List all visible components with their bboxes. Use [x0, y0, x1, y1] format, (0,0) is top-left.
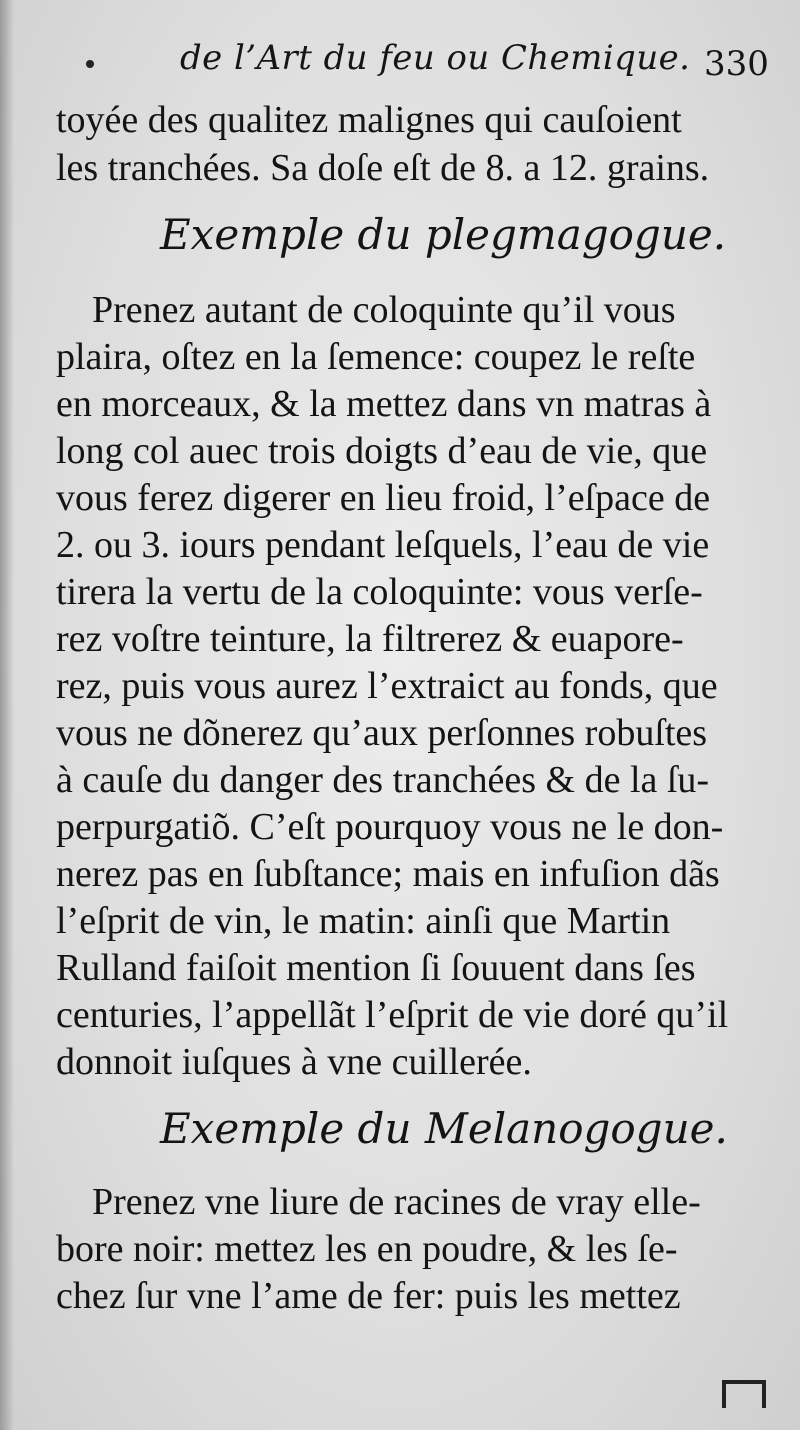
text-line: 2. ou 3. iours pendant leſquels, l’eau de vie: [56, 524, 710, 566]
running-head: [0, 38, 800, 98]
page-edge-shadow: [0, 0, 14, 1430]
text-line: donnoit iuſques à vne cuillerée.: [56, 1041, 532, 1083]
text-line: long col auec trois doigts d’eau de vie, que: [56, 430, 708, 472]
text-line: bore noir: mettez les en poudre, & les ſe-: [56, 1228, 678, 1270]
text-line: vous ne dõnerez qu’aux perſonnes robuſtes: [56, 712, 708, 754]
text-line: chez ſur vne l’ame de fer: puis les mettez: [56, 1275, 681, 1317]
running-head-title: de l’Art du feu ou Chemique.: [180, 38, 691, 78]
text-line: Prenez vne liure de racines de vray elle-: [92, 1181, 701, 1223]
page-number: 330: [704, 44, 769, 84]
text-line: Prenez autant de coloquinte qu’il vous: [92, 289, 676, 331]
text-line: les tranchées. Sa doſe eſt de 8. a 12. grains.: [56, 147, 710, 189]
text-line: l’eſprit de vin, le matin: ainſi que Martin: [56, 900, 671, 942]
text-line: Rulland faiſoit mention ſi ſouuent dans ſes: [56, 947, 696, 989]
section-heading-melanogogue: Exemple du Melanogogue.: [160, 1104, 728, 1153]
text-line: vous ferez digerer en lieu froid, l’eſpace de: [56, 477, 711, 519]
text-line: rez voſtre teinture, la filtrerez & euapore-: [56, 618, 684, 660]
text-line: rez, puis vous aurez l’extraict au fonds, que: [56, 665, 718, 707]
text-line: toyée des qualitez malignes qui cauſoient: [56, 99, 682, 141]
ink-dot: [86, 60, 94, 68]
text-line: plaira, oſtez en la ſemence: coupez le reſte: [56, 336, 696, 378]
text-line: en morceaux, & la mettez dans vn matras à: [56, 383, 712, 425]
text-line: centuries, l’appellãt l’eſprit de vie doré qu’il: [56, 994, 729, 1036]
text-line: nerez pas en ſubſtance; mais en infuſion dãs: [56, 853, 720, 895]
section-heading-plegmagogue: Exemple du plegmagogue.: [160, 210, 727, 259]
text-line: tirera la vertu de la coloquinte: vous verſe-: [56, 571, 703, 613]
text-line: perpurgatiõ. C’eſt pourquoy vous ne le don-: [56, 806, 724, 848]
printer-bracket-mark: [722, 1380, 766, 1408]
text-line: à cauſe du danger des tranchées & de la ſu-: [56, 759, 710, 801]
